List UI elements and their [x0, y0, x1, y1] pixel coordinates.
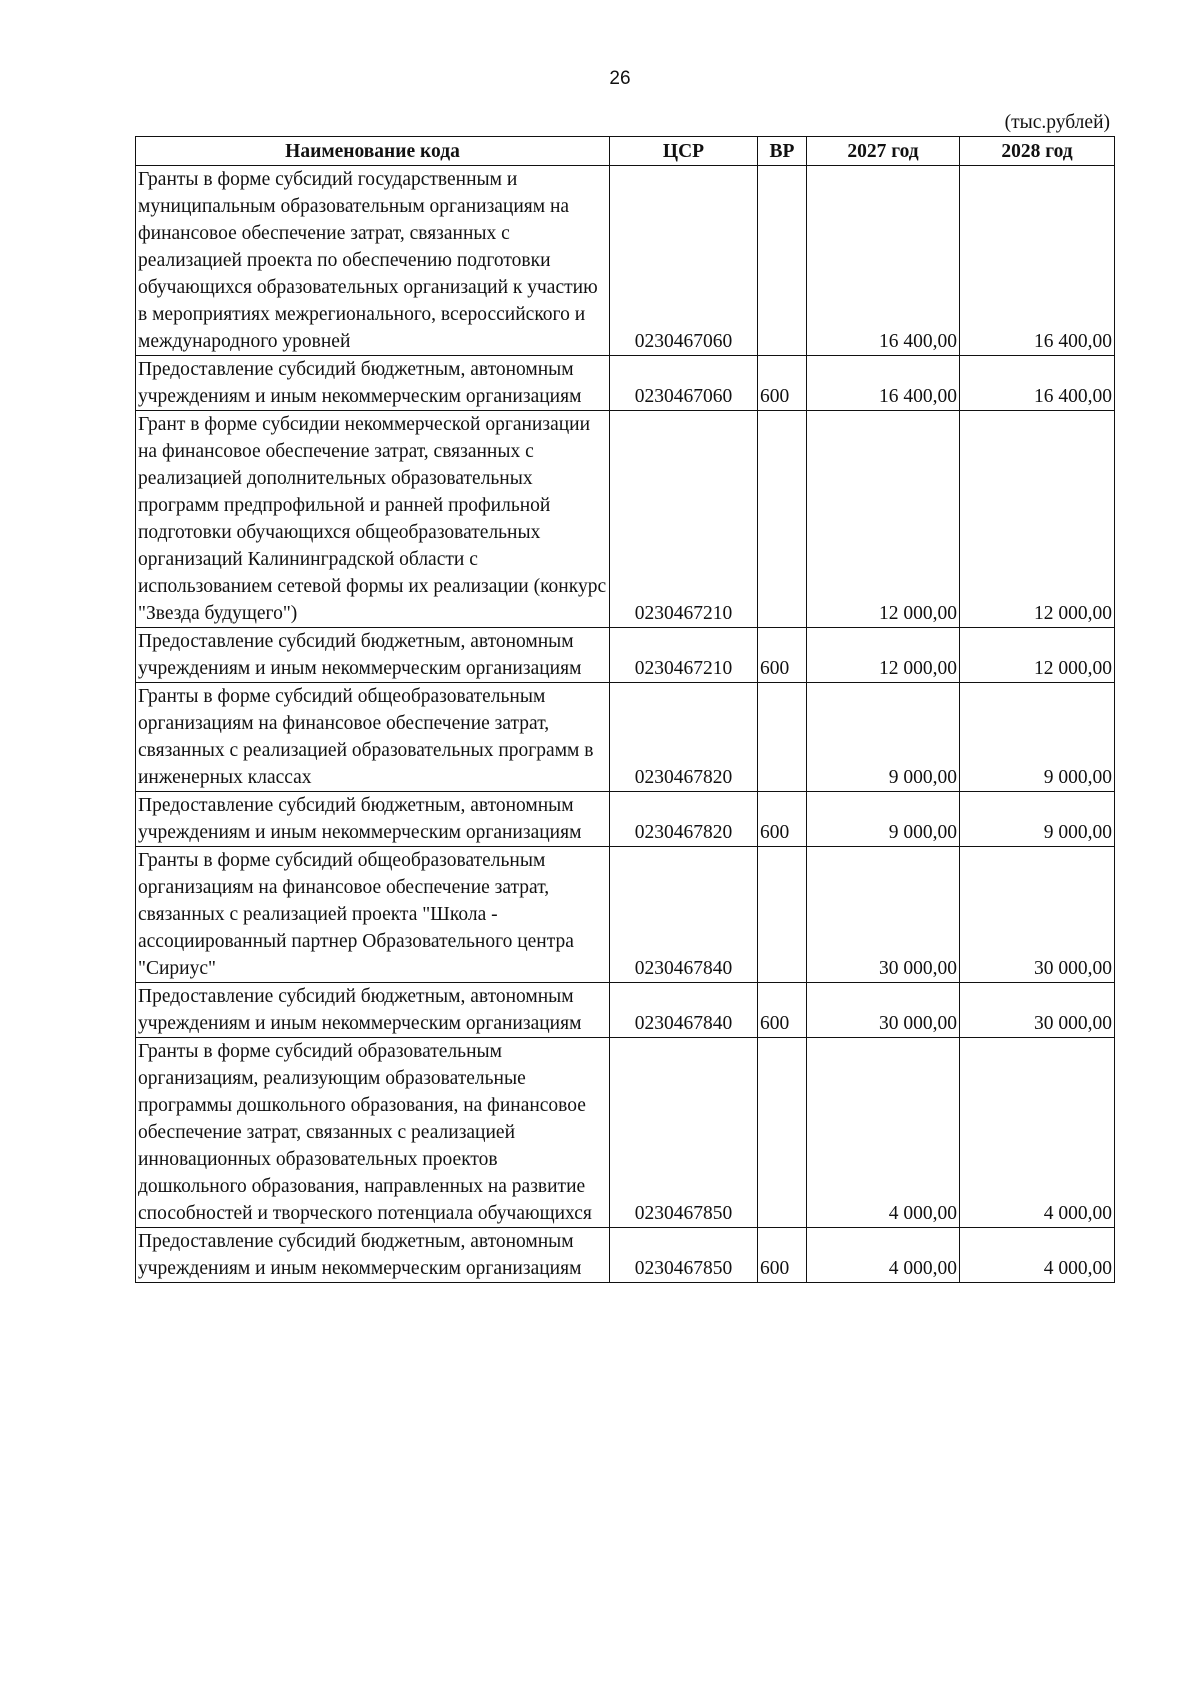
table-header-row	[136, 137, 1115, 166]
table-row	[136, 983, 1115, 1038]
cell-2027: 30 000,00	[807, 983, 960, 1038]
cell-2027: 4 000,00	[807, 1228, 960, 1283]
cell-2027: 12 000,00	[807, 411, 960, 628]
cell-2028: 16 400,00	[960, 166, 1115, 356]
page-number: 26	[609, 68, 631, 89]
cell-2028: 16 400,00	[960, 356, 1115, 411]
cell-2028: 9 000,00	[960, 683, 1115, 792]
cell-vr	[758, 411, 807, 628]
cell-name: Гранты в форме субсидий общеобразовательным организациям на финансовое обеспечение затрат, связанных с реализацией проекта "Школа - ассоциированный партнер Образовательного центра "Сириус"	[136, 847, 610, 983]
header-2027: 2027 год	[807, 137, 960, 166]
cell-2027: 16 400,00	[807, 356, 960, 411]
cell-csr: 0230467850	[610, 1038, 758, 1228]
cell-2027: 16 400,00	[807, 166, 960, 356]
cell-vr: 600	[758, 1228, 807, 1283]
cell-2028: 30 000,00	[960, 847, 1115, 983]
cell-2028: 4 000,00	[960, 1228, 1115, 1283]
cell-csr: 0230467060	[610, 356, 758, 411]
cell-2027: 12 000,00	[807, 628, 960, 683]
cell-name: Гранты в форме субсидий образовательным организациям, реализующим образовательные программы дошкольного образования, на финансовое обеспечение затрат, связанных с реализацией инновационных образовательных проектов дошкольного образования, направленных на развитие способностей и творческого потенциала обучающихся	[136, 1038, 610, 1228]
table-row	[136, 792, 1115, 847]
header-vr: ВР	[758, 137, 807, 166]
cell-vr	[758, 1038, 807, 1228]
cell-2027: 4 000,00	[807, 1038, 960, 1228]
cell-vr: 600	[758, 983, 807, 1038]
cell-2028: 9 000,00	[960, 792, 1115, 847]
cell-csr: 0230467210	[610, 411, 758, 628]
cell-name: Гранты в форме субсидий государственным и муниципальным образовательным организациям на финансовое обеспечение затрат, связанных с реализацией проекта по обеспечению подготовки обучающихся образовательных организаций к участию в мероприятиях межрегионального, всероссийского и международного уровней	[136, 166, 610, 356]
cell-vr: 600	[758, 792, 807, 847]
budget-table	[135, 136, 1115, 1283]
table-row	[136, 683, 1115, 792]
header-name: Наименование кода	[136, 137, 610, 166]
header-2028: 2028 год	[960, 137, 1115, 166]
cell-2027: 30 000,00	[807, 847, 960, 983]
cell-csr: 0230467820	[610, 683, 758, 792]
cell-csr: 0230467840	[610, 847, 758, 983]
cell-csr: 0230467060	[610, 166, 758, 356]
cell-2028: 30 000,00	[960, 983, 1115, 1038]
table-row	[136, 847, 1115, 983]
table-row	[136, 166, 1115, 356]
cell-vr	[758, 166, 807, 356]
cell-name: Предоставление субсидий бюджетным, автономным учреждениям и иным некоммерческим организациям	[136, 356, 610, 411]
cell-2028: 4 000,00	[960, 1038, 1115, 1228]
cell-csr: 0230467850	[610, 1228, 758, 1283]
table-row	[136, 1228, 1115, 1283]
header-csr: ЦСР	[610, 137, 758, 166]
cell-name: Предоставление субсидий бюджетным, автономным учреждениям и иным некоммерческим организациям	[136, 983, 610, 1038]
table-row	[136, 356, 1115, 411]
cell-csr: 0230467820	[610, 792, 758, 847]
table-row	[136, 411, 1115, 628]
table-row	[136, 1038, 1115, 1228]
cell-vr: 600	[758, 628, 807, 683]
cell-vr	[758, 847, 807, 983]
cell-vr: 600	[758, 356, 807, 411]
cell-name: Гранты в форме субсидий общеобразовательным организациям на финансовое обеспечение затрат, связанных с реализацией образовательных программ в инженерных классах	[136, 683, 610, 792]
cell-2027: 9 000,00	[807, 683, 960, 792]
table-row	[136, 628, 1115, 683]
cell-name: Предоставление субсидий бюджетным, автономным учреждениям и иным некоммерческим организациям	[136, 1228, 610, 1283]
cell-csr: 0230467210	[610, 628, 758, 683]
cell-csr: 0230467840	[610, 983, 758, 1038]
cell-name: Грант в форме субсидии некоммерческой организации на финансовое обеспечение затрат, связанных с реализацией дополнительных образовательных программ предпрофильной и ранней профильной подготовки обучающихся общеобразовательных организаций Калининградской области с использованием сетевой формы их реализации (конкурс "Звезда будущего")	[136, 411, 610, 628]
cell-2028: 12 000,00	[960, 411, 1115, 628]
cell-vr	[758, 683, 807, 792]
units-label: (тыс.рублей)	[1004, 112, 1110, 133]
cell-name: Предоставление субсидий бюджетным, автономным учреждениям и иным некоммерческим организациям	[136, 792, 610, 847]
cell-2028: 12 000,00	[960, 628, 1115, 683]
cell-name: Предоставление субсидий бюджетным, автономным учреждениям и иным некоммерческим организациям	[136, 628, 610, 683]
cell-2027: 9 000,00	[807, 792, 960, 847]
